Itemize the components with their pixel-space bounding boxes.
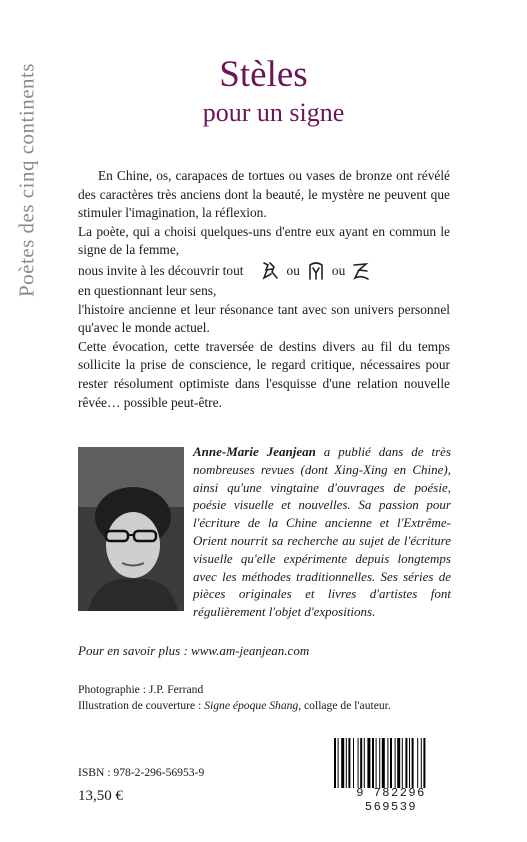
price: 13,50 € <box>78 788 123 804</box>
blurb-paragraph-2b: nous invite à les découvrir tout <box>78 262 244 278</box>
barcode-bars <box>330 738 452 788</box>
blurb-paragraph-3: Cette évocation, cette traversée de destins divers au fil du temps sollicite la prise de conscience, le regard critique, nécessaires pour rester résolument optimiste dans l'esquisse d'une relation nouvelle rêvée… possible peut-être. <box>78 338 450 410</box>
photo-credit: Photographie : J.P. Ferrand <box>78 683 204 696</box>
author-bio <box>193 443 451 621</box>
illustration-credit: Illustration de couverture : Signe époque Shang, collage de l'auteur. <box>78 698 391 712</box>
credits <box>78 682 391 713</box>
woman-glyph-1-icon <box>258 260 284 282</box>
barcode <box>330 738 452 814</box>
author-photo <box>78 447 184 611</box>
author-name: Anne-Marie Jeanjean <box>193 444 316 459</box>
blurb-paragraph-1: En Chine, os, carapaces de tortues ou vases de bronze ont révélé des caractères très anciens dont la beauté, le mystère ne peuvent que stimuler l'imagination, la réflexion. <box>78 168 450 221</box>
isbn: ISBN : 978-2-296-56953-9 <box>78 766 205 779</box>
woman-glyph-2-icon <box>303 260 329 282</box>
glyph-or-2: ou <box>331 262 346 278</box>
blurb <box>78 167 450 412</box>
woman-glyph-3-icon <box>348 260 374 282</box>
glyph-line <box>78 260 450 282</box>
book-title: Stèles <box>219 54 308 95</box>
barcode-digits: 9 782296 569539 <box>356 786 426 814</box>
book-subtitle: pour un signe <box>202 98 345 127</box>
more-info: Pour en savoir plus : www.am-jeanjean.com <box>78 643 310 658</box>
blurb-paragraph-2d: l'histoire ancienne et leur résonance tant avec son univers personnel qu'avec le monde actuel. <box>78 301 450 336</box>
series-name: Poètes des cinq continents <box>14 62 39 298</box>
blurb-paragraph-2a: La poète, qui a choisi quelques-uns d'entre eux ayant en commun le signe de la femme, <box>78 223 450 258</box>
author-bio-text: a publié dans de très nombreuses revues (dont Xing-Xing en Chine), ainsi qu'une vingtaine d'ouvrages de poésie, poésie visuelle et nouvelles. Sa passion pour l'écriture de la Chine ancienne et l'Extrême-Orient nourrit sa recherche au sujet de l'écriture visuelle qu'elle expérimente depuis longtemps avec les méthodes traditionnelles. Ses séries de pièces originales et livres d'artistes font régulièrement l'objet d'expositions. <box>193 444 452 620</box>
blurb-paragraph-2c: en questionnant leur sens, <box>78 282 217 298</box>
glyph-or-1: ou <box>286 262 300 278</box>
